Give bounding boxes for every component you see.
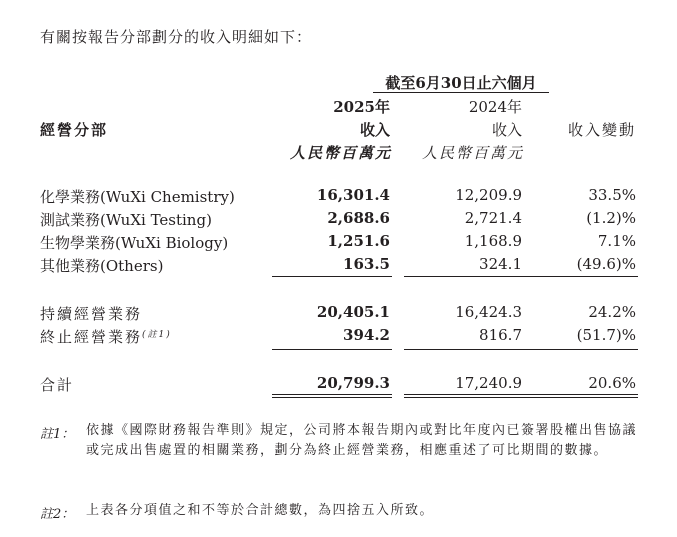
cell-change-testing: (1.2)% <box>586 209 636 227</box>
cell-2024-others: 324.1 <box>479 255 522 273</box>
note-1-text: 依據《國際財務報告準則》規定，公司將本報告期內或對比年度內已簽署股權出售協議或完成出售處置的相關業務，劃分為終止經營業務，相應重述了可比期間的數據。 <box>86 423 638 458</box>
col-2025-sub: 收入 <box>359 121 390 139</box>
cell-change-biology: 7.1% <box>597 232 636 250</box>
col-2024-year: 2024年 <box>468 98 522 116</box>
note-1-label: 註1： <box>40 427 75 442</box>
col-change: 收入變動 <box>567 121 636 139</box>
cell-2025-biology: 1,251.6 <box>327 232 390 250</box>
total-double-rule-change <box>518 394 638 398</box>
subtotal-rule-2024 <box>404 276 524 277</box>
cell-change-discontinued: (51.7)% <box>576 326 636 344</box>
row-label-chemistry: 化學業務(WuXi Chemistry) <box>40 188 235 206</box>
cell-2024-testing: 2,721.4 <box>464 209 522 227</box>
cell-2025-chemistry: 16,301.4 <box>316 186 390 204</box>
cell-2025-total: 20,799.3 <box>316 374 390 392</box>
col-2024-unit: 人民幣百萬元 <box>421 144 524 162</box>
segment-column-header: 經營分部 <box>40 121 109 139</box>
cell-change-total: 20.6% <box>588 374 636 392</box>
cell-2024-biology: 1,168.9 <box>464 232 522 250</box>
cell-2025-discontinued: 394.2 <box>343 326 390 344</box>
row-label-total: 合計 <box>40 376 75 394</box>
total-double-rule-2025 <box>272 394 392 398</box>
cell-2025-others: 163.5 <box>343 255 390 273</box>
note-2-text: 上表各分項值之和不等於合計總數，為四捨五入所致。 <box>86 503 435 518</box>
row-label-others: 其他業務(Others) <box>40 257 164 275</box>
col-2024-sub: 收入 <box>491 121 522 139</box>
discontinued-label-text: 終止經營業務 <box>40 328 143 346</box>
row-label-discontinued <box>40 326 172 347</box>
cell-change-continuing: 24.2% <box>588 303 636 321</box>
col-2025-year: 2025年 <box>333 98 390 116</box>
cell-2025-continuing: 20,405.1 <box>316 303 390 321</box>
subtotal-rule-2025 <box>272 276 392 277</box>
period-header: 截至6月30日止六個月 <box>385 74 537 92</box>
cell-2024-discontinued: 816.7 <box>479 326 522 344</box>
row-label-biology: 生物學業務(WuXi Biology) <box>40 234 229 252</box>
period-header-rule <box>373 92 549 93</box>
ops-rule-2024 <box>404 349 524 350</box>
row-label-continuing: 持續經營業務 <box>40 305 143 323</box>
intro-text: 有關按報告分部劃分的收入明細如下： <box>40 28 313 46</box>
cell-2024-continuing: 16,424.3 <box>455 303 522 321</box>
cell-2024-total: 17,240.9 <box>455 374 522 392</box>
total-double-rule-2024 <box>404 394 524 398</box>
row-label-testing: 測試業務(WuXi Testing) <box>40 211 212 229</box>
ops-rule-2025 <box>272 349 392 350</box>
note-2-label: 註2： <box>40 507 75 522</box>
cell-2025-testing: 2,688.6 <box>327 209 390 227</box>
cell-change-others: (49.6)% <box>576 255 636 273</box>
col-2025-unit: 人民幣百萬元 <box>289 144 392 162</box>
cell-2024-chemistry: 12,209.9 <box>455 186 522 204</box>
ops-rule-change <box>518 349 638 350</box>
cell-change-chemistry: 33.5% <box>588 186 636 204</box>
note-ref-1: (註1) <box>142 330 172 340</box>
subtotal-rule-change <box>518 276 638 277</box>
